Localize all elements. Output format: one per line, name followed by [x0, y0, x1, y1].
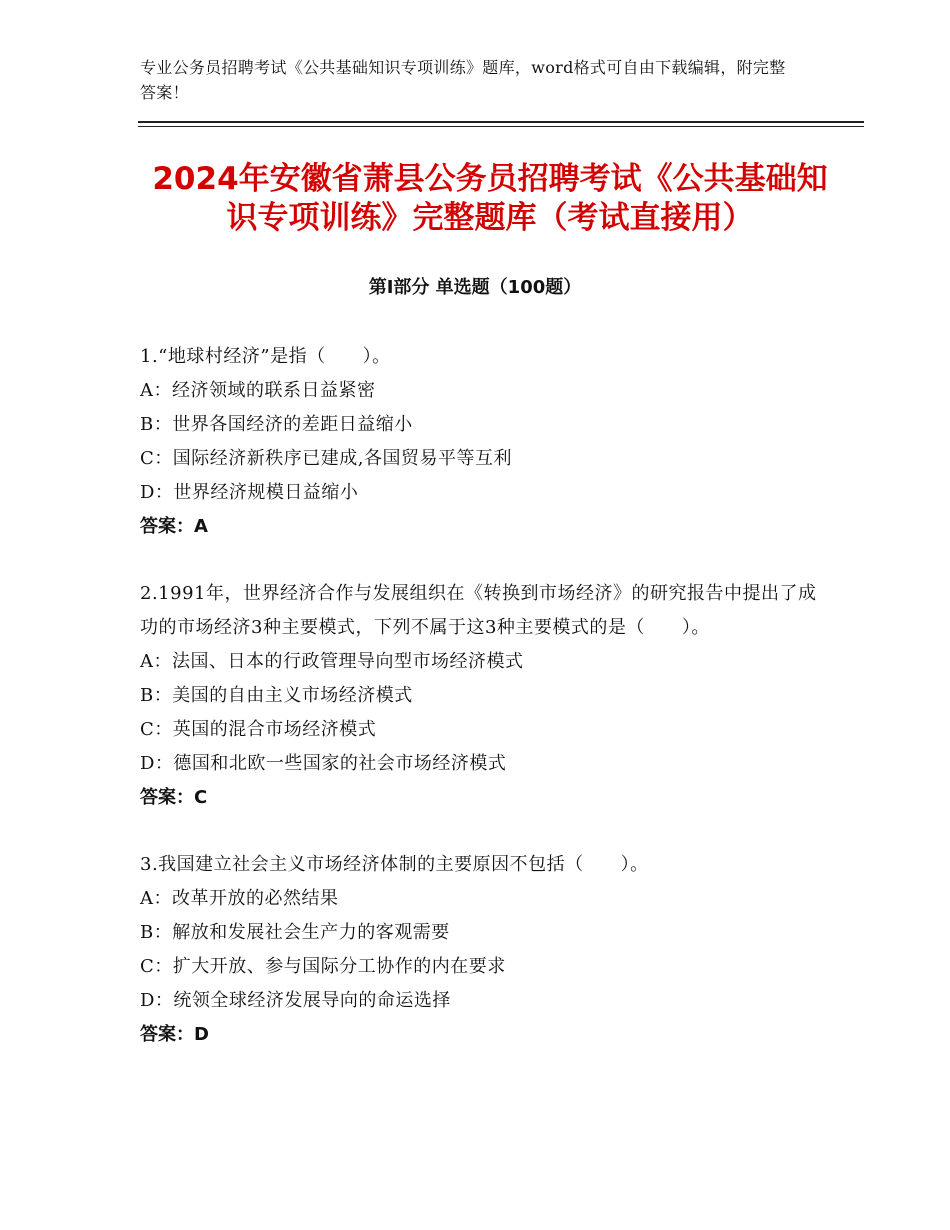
- option-b: B：世界各国经济的差距日益缩小: [140, 414, 413, 435]
- option-d: D：世界经济规模日益缩小: [140, 482, 359, 503]
- question-2: [140, 577, 820, 815]
- question-list: [140, 340, 820, 1085]
- question-stem: 1.“地球村经济”是指（ ）。: [140, 346, 391, 367]
- option-d: D：德国和北欧一些国家的社会市场经济模式: [140, 753, 507, 774]
- option-c: C：扩大开放、参与国际分工协作的内在要求: [140, 956, 506, 977]
- option-b: B：美国的自由主义市场经济模式: [140, 685, 413, 706]
- header-divider-thick: [138, 121, 864, 123]
- section-title: 第Ⅰ部分 单选题（100题）: [368, 277, 582, 298]
- header-note: 专业公务员招聘考试《公共基础知识专项训练》题库，word格式可自由下载编辑，附完整答案！: [140, 58, 786, 102]
- option-c: C：英国的混合市场经济模式: [140, 719, 377, 740]
- question-3: [140, 848, 820, 1052]
- question-stem: 2.1991年，世界经济合作与发展组织在《转换到市场经济》的研究报告中提出了成功的市场经济3种主要模式，下列不属于这3种主要模式的是（ ）。: [140, 583, 817, 638]
- answer-label: 答案：D: [140, 1024, 209, 1045]
- option-a: A：改革开放的必然结果: [140, 888, 339, 909]
- question-1: [140, 340, 820, 544]
- question-stem: 3.我国建立社会主义市场经济体制的主要原因不包括（ ）。: [140, 854, 649, 875]
- option-a: A：法国、日本的行政管理导向型市场经济模式: [140, 651, 524, 672]
- answer-label: 答案：A: [140, 516, 208, 537]
- answer-label: 答案：C: [140, 787, 208, 808]
- option-d: D：统领全球经济发展导向的命运选择: [140, 990, 451, 1011]
- option-b: B：解放和发展社会生产力的客观需要: [140, 922, 450, 943]
- option-a: A：经济领域的联系日益紧密: [140, 380, 376, 401]
- document-title: 2024年安徽省萧县公务员招聘考试《公共基础知识专项训练》完整题库（考试直接用）: [152, 161, 828, 236]
- header-divider-thin: [138, 126, 864, 127]
- option-c: C：国际经济新秩序已建成,各国贸易平等互利: [140, 448, 512, 469]
